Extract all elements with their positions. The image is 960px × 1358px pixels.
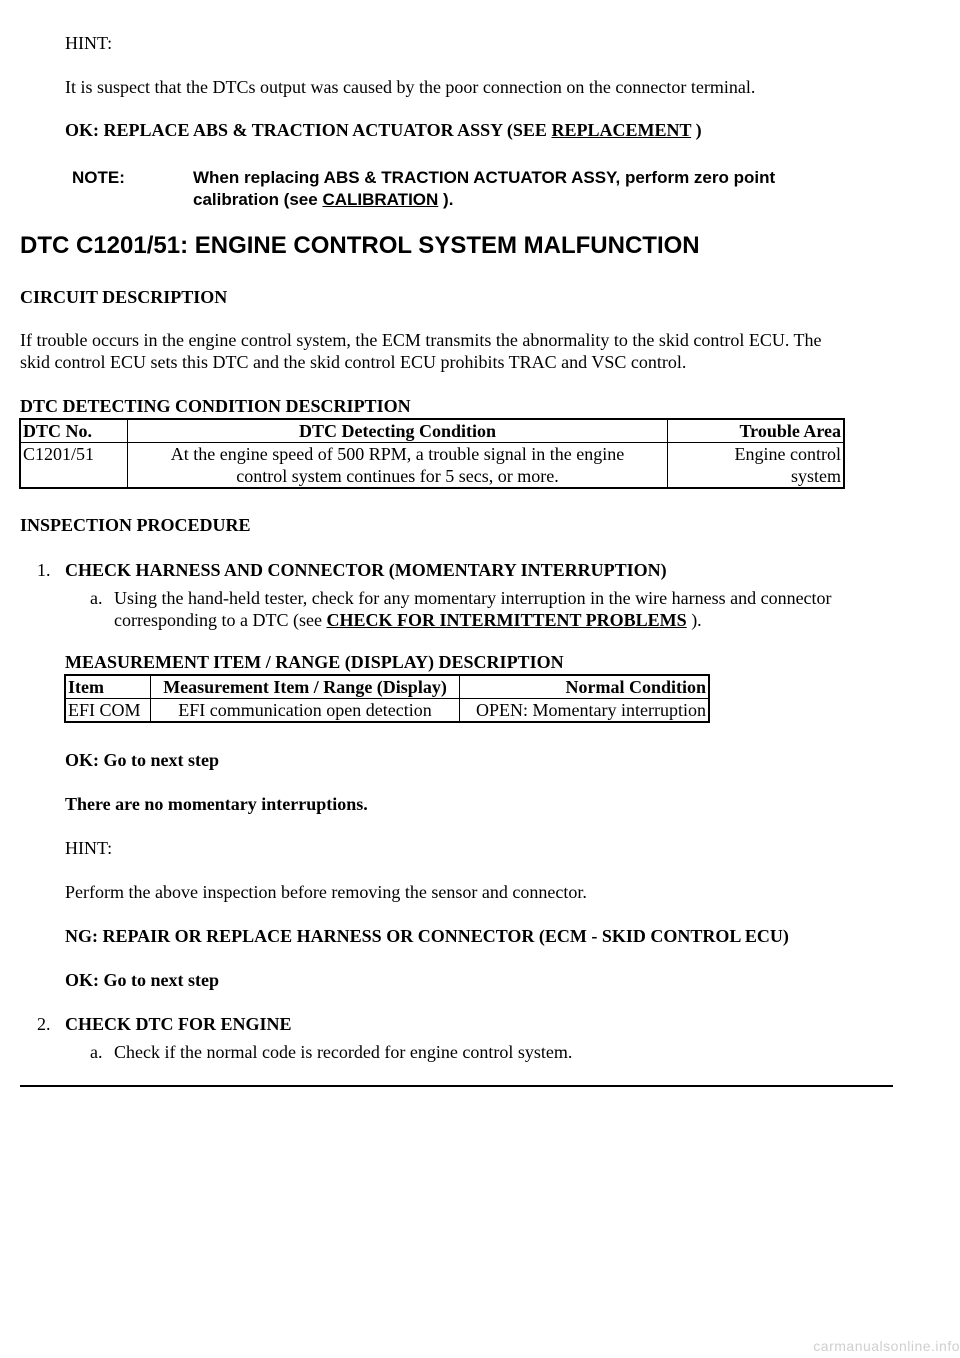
detecting-table	[19, 418, 845, 489]
step2-sub-text: Check if the normal code is recorded for engine control system.	[114, 1042, 573, 1062]
table-row	[65, 699, 709, 723]
step1-number: 1.	[37, 560, 51, 580]
col-item: Item	[65, 675, 151, 699]
step1-sub-line1: Using the hand-held tester, check for any momentary interruption in the wire harness and connector	[114, 588, 832, 608]
detecting-heading: DTC DETECTING CONDITION DESCRIPTION	[20, 396, 411, 416]
hint-text: It is suspect that the DTCs output was caused by the poor connection on the connector terminal.	[65, 77, 756, 97]
step1-sub-letter: a.	[90, 588, 103, 608]
ok-replace-close: )	[695, 120, 702, 140]
cell-area-line1: Engine control	[734, 444, 841, 464]
step2-sub-letter: a.	[90, 1042, 103, 1062]
cell-normal-condition: OPEN: Momentary interruption	[460, 699, 710, 723]
col-dtc-no: DTC No.	[20, 419, 128, 443]
ok-next-step-2: OK: Go to next step	[65, 970, 219, 990]
no-interruptions-text: There are no momentary interruptions.	[65, 794, 368, 814]
cell-trouble-area	[668, 443, 845, 489]
step1-sub-line2-pre: corresponding to a DTC (see	[114, 610, 322, 630]
step2-number: 2.	[37, 1014, 51, 1034]
table-row	[20, 443, 844, 489]
inspection-heading: INSPECTION PROCEDURE	[20, 515, 251, 535]
dtc-title: DTC C1201/51: ENGINE CONTROL SYSTEM MALFUNCTION	[20, 232, 700, 259]
replacement-link[interactable]: REPLACEMENT	[551, 120, 692, 140]
cell-dtc-code: C1201/51	[20, 443, 128, 489]
hint-label: HINT:	[65, 33, 113, 53]
ok-replace-line	[65, 120, 702, 141]
ng-repair-text: NG: REPAIR OR REPLACE HARNESS OR CONNECTOR (ECM - SKID CONTROL ECU)	[65, 926, 789, 946]
step1-title: CHECK HARNESS AND CONNECTOR (MOMENTARY INTERRUPTION)	[65, 560, 667, 580]
ok-replace-text: OK: REPLACE ABS & TRACTION ACTUATOR ASSY (SEE	[65, 120, 547, 140]
col-normal-condition: Normal Condition	[460, 675, 710, 699]
cell-condition	[128, 443, 668, 489]
cell-item: EFI COM	[65, 699, 151, 723]
circuit-line2: skid control ECU sets this DTC and the skid control ECU prohibits TRAC and VSC control.	[20, 352, 687, 372]
circuit-line1: If trouble occurs in the engine control system, the ECM transmits the abnormality to the skid control ECU. The	[20, 330, 822, 350]
measurement-header-row	[65, 675, 709, 699]
calibration-link[interactable]: CALIBRATION	[322, 190, 439, 209]
hint2-text: Perform the above inspection before removing the sensor and connector.	[65, 882, 587, 902]
col-trouble-area: Trouble Area	[668, 419, 845, 443]
col-measurement: Measurement Item / Range (Display)	[151, 675, 460, 699]
col-condition: DTC Detecting Condition	[128, 419, 668, 443]
step2-title: CHECK DTC FOR ENGINE	[65, 1014, 292, 1034]
step1-sub-line2	[114, 610, 702, 631]
cell-condition-line1: At the engine speed of 500 RPM, a trouble signal in the engine	[170, 444, 625, 464]
detecting-header-row	[20, 419, 844, 443]
watermark: carmanualsonline.info	[813, 1338, 960, 1354]
ok-next-step-1: OK: Go to next step	[65, 750, 219, 770]
hint2-label: HINT:	[65, 838, 113, 858]
page-divider	[20, 1085, 893, 1087]
cell-area-line2: system	[790, 466, 841, 486]
note-line1: When replacing ABS & TRACTION ACTUATOR ASSY, perform zero point	[193, 168, 776, 187]
intermittent-problems-link[interactable]: CHECK FOR INTERMITTENT PROBLEMS	[326, 610, 687, 630]
step1-sub-line2-post: ).	[691, 610, 702, 630]
note-line2-post: ).	[443, 190, 454, 209]
measure-heading: MEASUREMENT ITEM / RANGE (DISPLAY) DESCRIPTION	[65, 652, 564, 672]
cell-measurement: EFI communication open detection	[151, 699, 460, 723]
circuit-heading: CIRCUIT DESCRIPTION	[20, 287, 228, 307]
note-line2-pre: calibration (see	[193, 190, 318, 209]
note-line2	[193, 190, 453, 210]
cell-condition-line2: control system continues for 5 secs, or more.	[236, 466, 559, 486]
note-label: NOTE:	[72, 168, 125, 187]
measurement-table	[64, 674, 710, 723]
